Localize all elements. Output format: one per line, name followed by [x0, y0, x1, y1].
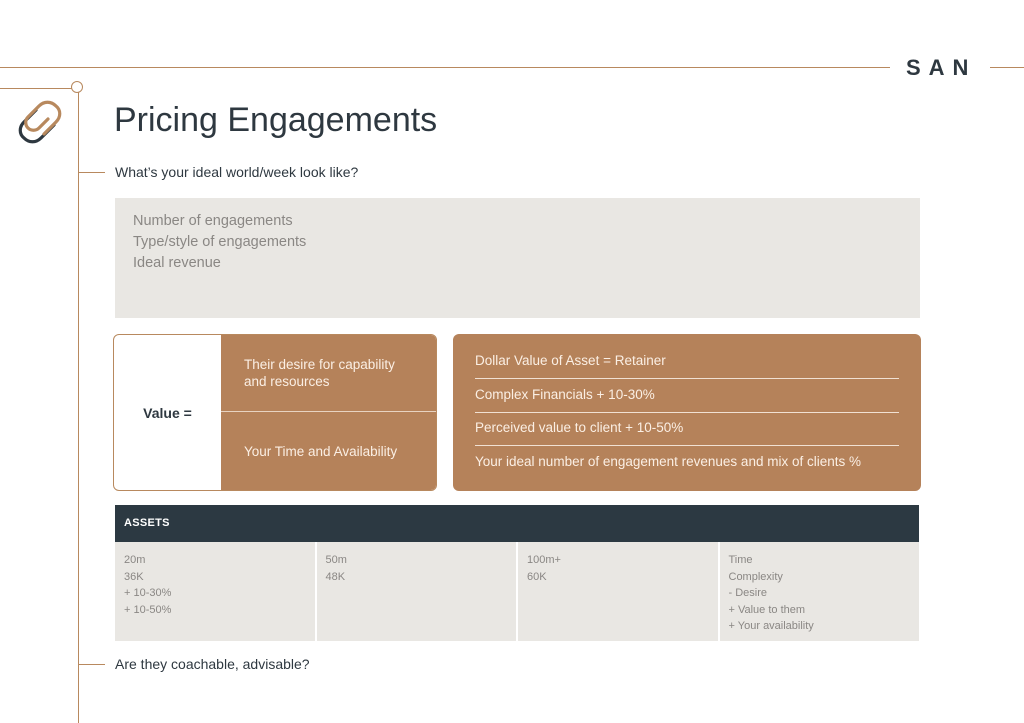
value-equation-card — [113, 334, 437, 491]
brand-logo-text: SAN — [906, 55, 977, 80]
retainer-row: Dollar Value of Asset = Retainer — [475, 353, 666, 368]
retainer-row: Complex Financials + 10-30% — [475, 387, 655, 402]
asset-line: + 10-30% — [124, 587, 172, 599]
asset-line: - Desire — [728, 587, 768, 599]
retainer-divider — [475, 445, 899, 446]
asset-cell-100m — [518, 542, 720, 641]
ideal-line: Number of engagements — [133, 213, 293, 229]
asset-line: 60K — [527, 570, 547, 583]
ideal-line: Ideal revenue — [133, 255, 221, 271]
asset-cell-50m — [317, 542, 519, 641]
assets-table-header: ASSETS — [115, 505, 919, 542]
asset-line: 20m — [124, 554, 146, 566]
timeline-top-rule — [0, 88, 72, 89]
paperclip-logo-icon — [16, 100, 66, 146]
asset-line: 100m+ — [527, 554, 561, 566]
asset-line: 48K — [325, 570, 346, 583]
value-factor-time: Your Time and Availability — [221, 412, 437, 490]
asset-line: + Value to them — [728, 603, 806, 616]
retainer-row: Your ideal number of engagement revenues and mix of clients % — [475, 454, 861, 469]
asset-line: + 10-50% — [124, 603, 172, 616]
asset-cell-factors — [720, 542, 920, 641]
value-factor-desire: Their desire for capability and resources — [221, 335, 437, 411]
asset-line: Time — [728, 554, 753, 566]
assets-table-row — [115, 542, 919, 641]
value-label: Value = — [143, 404, 192, 421]
retainer-divider — [475, 412, 899, 413]
question-coachable: Are they coachable, advisable? — [115, 656, 310, 672]
asset-line: Complexity — [728, 570, 783, 583]
ideal-world-box — [115, 198, 920, 318]
header-rule-right — [990, 67, 1024, 68]
asset-line: 36K — [124, 570, 144, 583]
question-ideal-week: What’s your ideal world/week look like? — [115, 164, 359, 180]
timeline-node-circle — [71, 81, 83, 93]
asset-line: 50m — [325, 554, 347, 566]
asset-line: + Your availability — [728, 620, 814, 632]
timeline-tick-1 — [79, 172, 105, 173]
asset-cell-20m — [115, 542, 317, 641]
retainer-row: Perceived value to client + 10-50% — [475, 420, 684, 435]
page-title: Pricing Engagements — [114, 101, 438, 139]
timeline-tick-2 — [79, 664, 105, 665]
retainer-divider — [475, 378, 899, 379]
retainer-card — [453, 334, 921, 491]
ideal-line: Type/style of engagements — [133, 234, 307, 250]
timeline-vertical-rule — [78, 88, 79, 723]
header-rule-left — [0, 67, 890, 68]
